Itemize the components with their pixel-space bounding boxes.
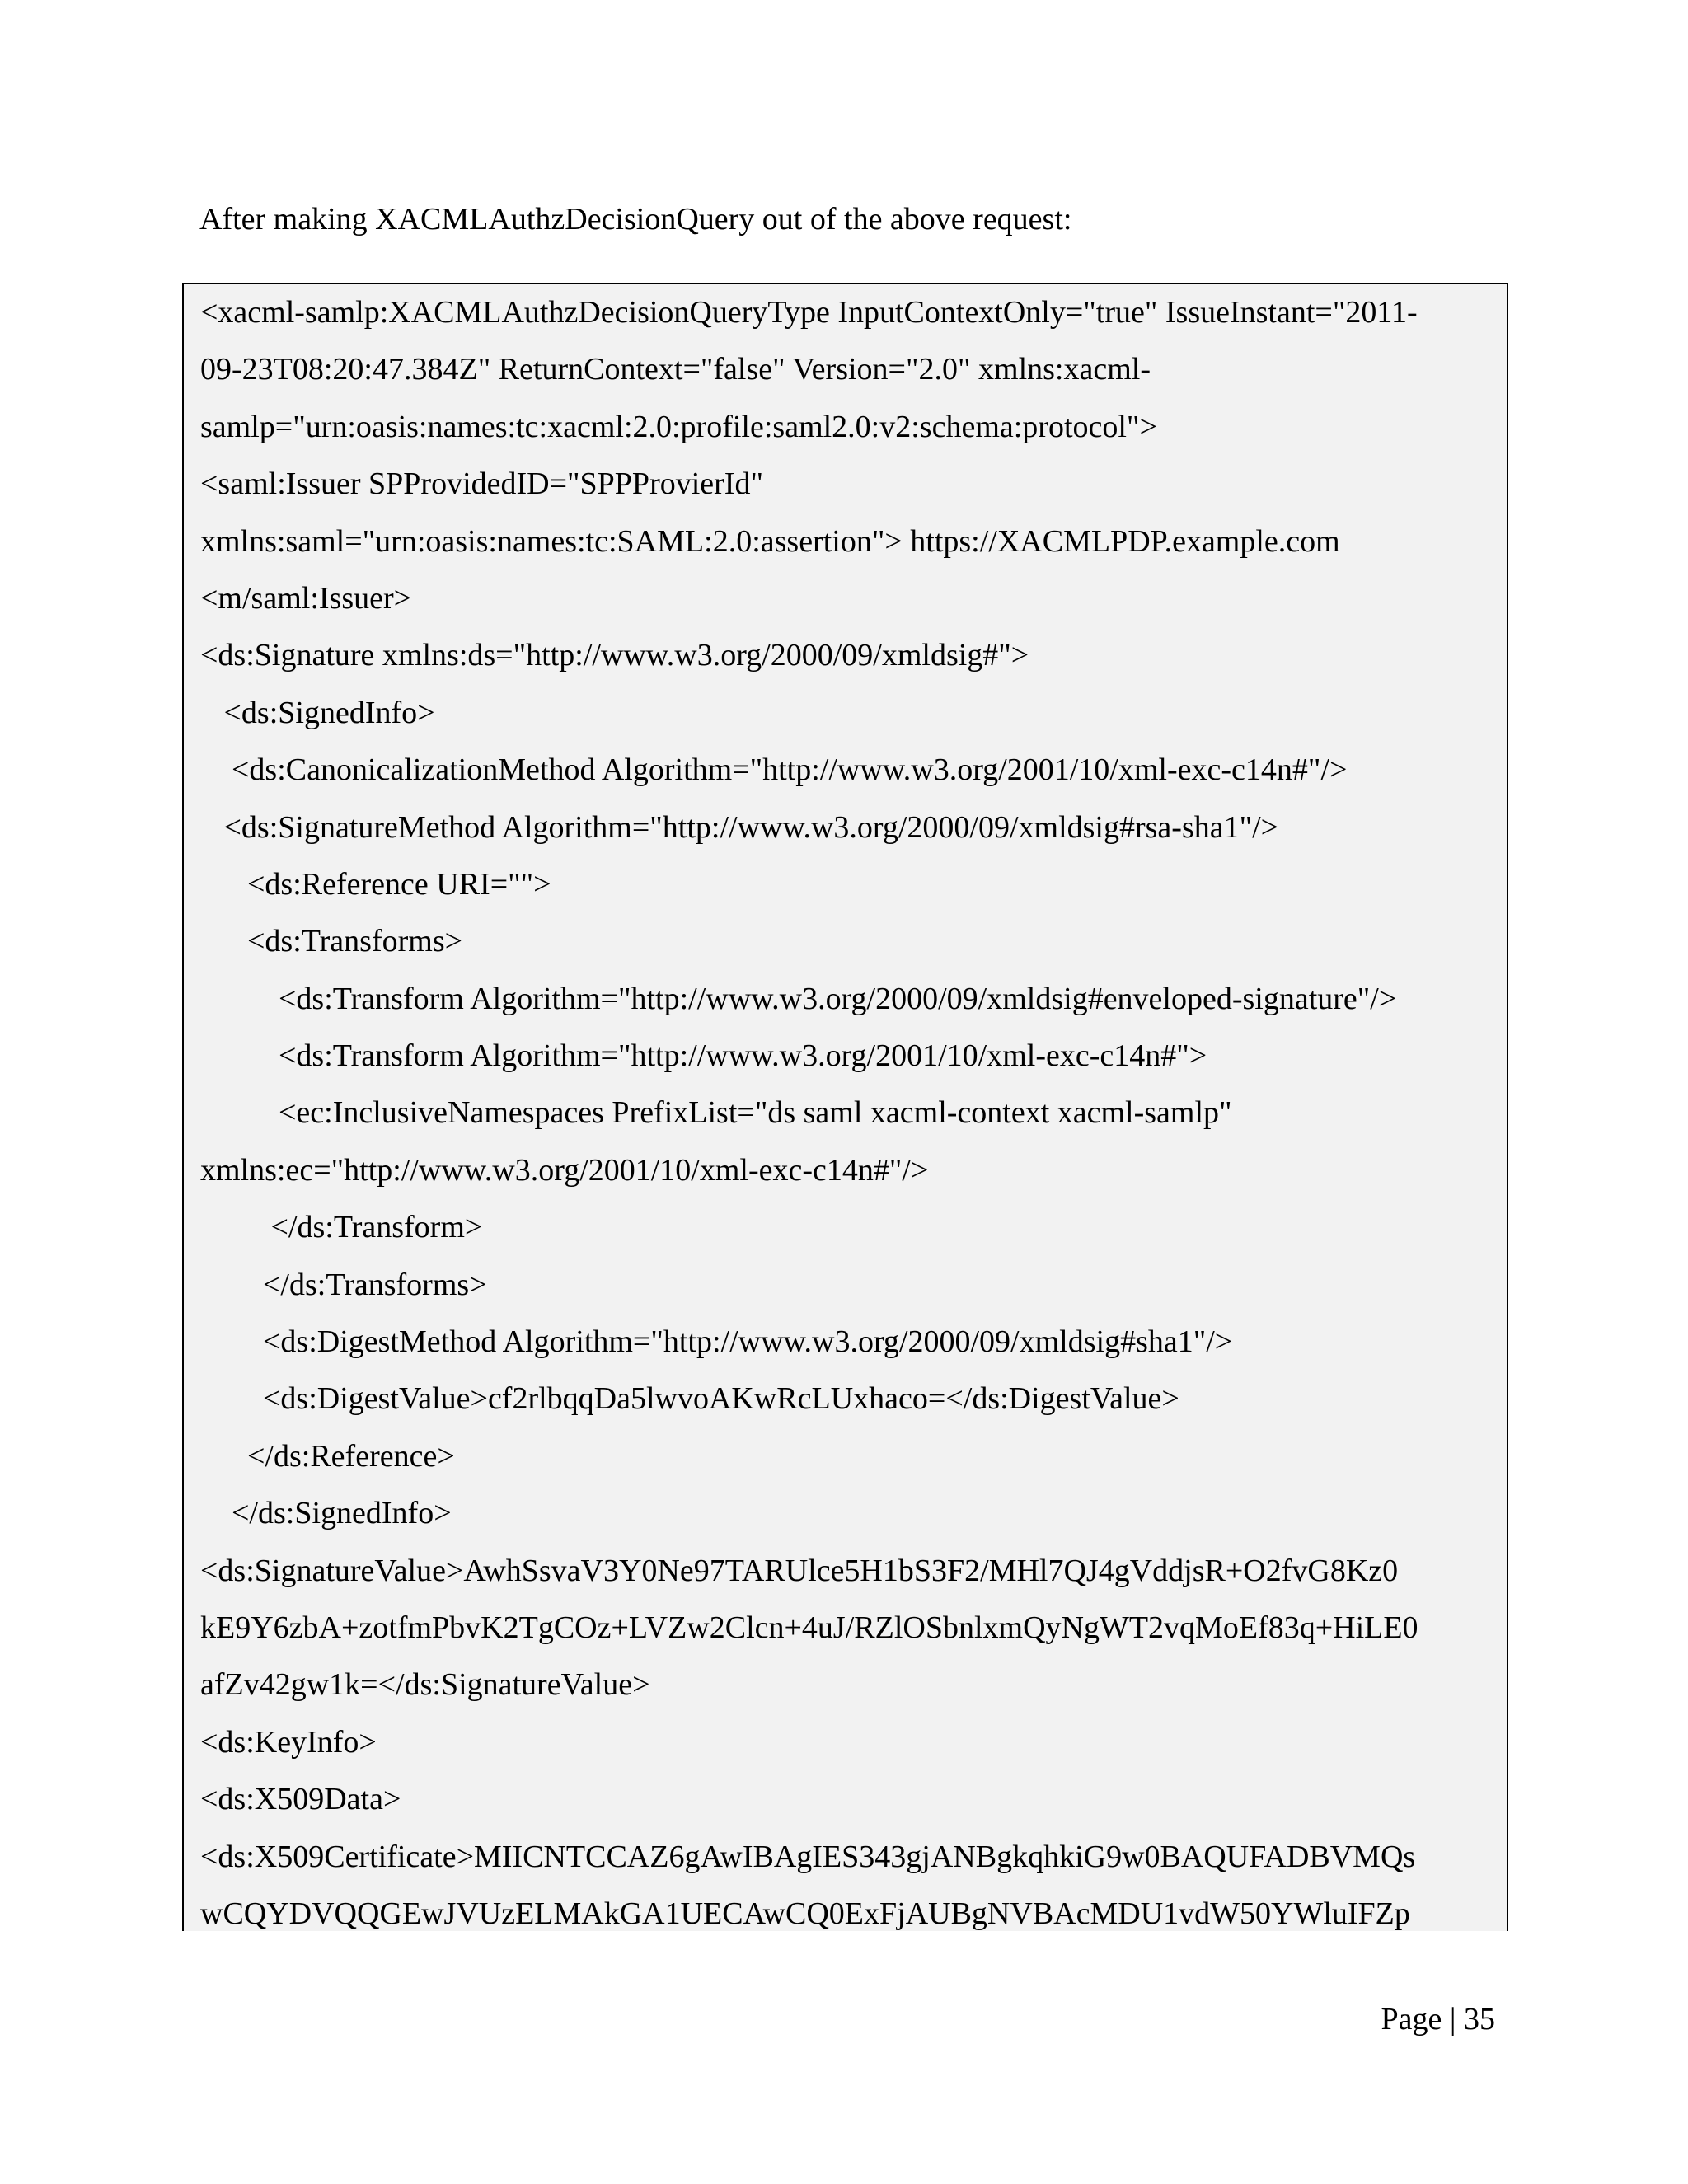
code-line: <ds:KeyInfo> (200, 1724, 377, 1760)
code-line: <ds:X509Data> (200, 1782, 401, 1817)
code-line: </ds:Transform> (200, 1210, 483, 1245)
code-line: </ds:Transforms> (200, 1267, 487, 1302)
code-line: <ec:InclusiveNamespaces PrefixList="ds saml xacml-context xacml-samlp" (200, 1095, 1232, 1131)
page-number: Page | 35 (1381, 2002, 1495, 2036)
code-line: </ds:Reference> (200, 1438, 455, 1474)
code-line: 09-23T08:20:47.384Z" ReturnContext="false" Version="2.0" xmlns:xacml- (200, 352, 1151, 387)
code-line: <ds:Transforms> (200, 924, 463, 959)
code-line: <ds:X509Certificate>MIICNTCCAZ6gAwIBAgIES343gjANBgkqhkiG9w0BAQUFADBVMQs (200, 1839, 1416, 1874)
code-line: <ds:DigestValue>cf2rlbqqDa5lwvoAKwRcLUxhaco=</ds:DigestValue> (200, 1381, 1179, 1417)
code-line: <ds:Signature xmlns:ds="http://www.w3.org/2000/09/xmldsig#"> (200, 638, 1029, 673)
code-line: <saml:Issuer SPProvidedID="SPPProvierId" (200, 466, 763, 502)
code-line: <m/saml:Issuer> (200, 580, 412, 616)
code-line: <xacml-samlp:XACMLAuthzDecisionQueryType InputContextOnly="true" IssueInstant="2011- (200, 295, 1418, 330)
code-line: <ds:Transform Algorithm="http://www.w3.org/2001/10/xml-exc-c14n#"> (200, 1038, 1207, 1074)
code-block (182, 283, 1508, 1931)
code-line: <ds:SignatureMethod Algorithm="http://www.w3.org/2000/09/xmldsig#rsa-sha1"/> (200, 809, 1279, 845)
code-line: wCQYDVQQGEwJVUzELMAkGA1UECAwCQ0ExFjAUBgNVBAcMDU1vdW50YWluIFZp (200, 1896, 1410, 1931)
intro-paragraph: After making XACMLAuthzDecisionQuery out of the above request: (199, 202, 1072, 237)
code-line: <ds:Transform Algorithm="http://www.w3.org/2000/09/xmldsig#enveloped-signature"/> (200, 981, 1397, 1016)
code-line: <ds:SignatureValue>AwhSsvaV3Y0Ne97TARUlce5H1bS3F2/MHl7QJ4gVddjsR+O2fvG8Kz0 (200, 1553, 1399, 1588)
code-line: xmlns:saml="urn:oasis:names:tc:SAML:2.0:assertion"> https://XACMLPDP.example.com (200, 523, 1340, 559)
code-line: <ds:CanonicalizationMethod Algorithm="http://www.w3.org/2001/10/xml-exc-c14n#"/> (200, 752, 1348, 788)
code-line: samlp="urn:oasis:names:tc:xacml:2.0:profile:saml2.0:v2:schema:protocol"> (200, 409, 1157, 444)
code-line: <ds:SignedInfo> (200, 695, 435, 730)
code-lines (200, 284, 1418, 1931)
code-line: afZv42gw1k=</ds:SignatureValue> (200, 1667, 650, 1703)
code-line: </ds:SignedInfo> (200, 1496, 452, 1531)
code-line: <ds:DigestMethod Algorithm="http://www.w3.org/2000/09/xmldsig#sha1"/> (200, 1324, 1233, 1360)
code-line: <ds:Reference URI=""> (200, 866, 551, 902)
code-line: xmlns:ec="http://www.w3.org/2001/10/xml-exc-c14n#"/> (200, 1152, 929, 1188)
code-line: kE9Y6zbA+zotfmPbvK2TgCOz+LVZw2Clcn+4uJ/RZlOSbnlxmQyNgWT2vqMoEf83q+HiLE0 (200, 1610, 1418, 1645)
